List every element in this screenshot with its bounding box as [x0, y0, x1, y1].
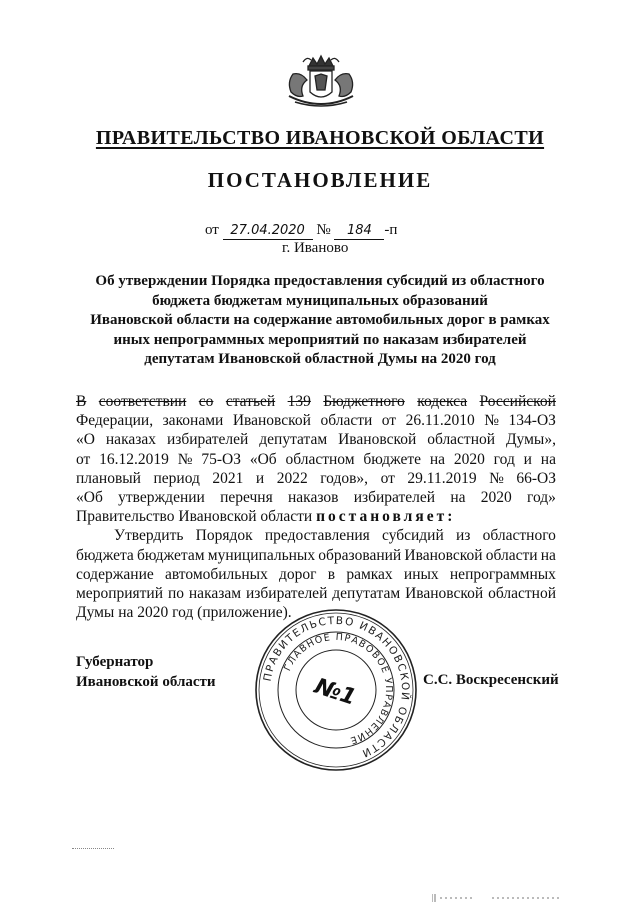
word: Федерации,	[76, 412, 154, 430]
word: избирателей	[166, 431, 249, 449]
word: депутатам	[332, 584, 401, 602]
word: со	[198, 393, 214, 410]
word: предоставления	[264, 527, 370, 545]
word: кодекса	[417, 393, 468, 410]
word: в	[327, 565, 336, 583]
word: образований	[318, 546, 402, 564]
subject-line: Ивановской области на содержание автомобильных дорог в рамках	[90, 312, 550, 328]
word: мероприятий	[76, 584, 164, 602]
word: статьей	[225, 393, 276, 410]
word: и	[255, 469, 265, 487]
document-type-heading: ПОСТАНОВЛЕНИЕ	[207, 168, 433, 192]
word: №	[177, 450, 193, 468]
word: областном	[285, 450, 355, 468]
signer-title-line: Ивановской области	[76, 674, 216, 690]
seal-outer-text: ПРАВИТЕЛЬСТВО ИВАНОВСКОЙ ОБЛАСТИ	[261, 614, 412, 760]
word: и	[523, 450, 532, 468]
word: бюджета	[76, 546, 134, 564]
subject-line: бюджета бюджетам муниципальных образований	[152, 292, 488, 309]
word: Утвердить	[114, 527, 184, 545]
word: 26.11.2010	[405, 412, 475, 430]
seal-number: №1	[311, 674, 359, 711]
document-date-number-line	[205, 222, 397, 240]
signer-title-line: Губернатор	[76, 654, 154, 670]
word: 29.11.2019	[407, 469, 477, 487]
word: автомобильных	[164, 565, 268, 583]
word: Ивановской	[405, 584, 484, 602]
number-suffix: -п	[384, 222, 398, 238]
scan-mark	[72, 848, 114, 852]
word: от	[381, 412, 397, 430]
word: Думы»,	[505, 431, 556, 449]
scan-edge-marks	[432, 892, 562, 902]
word: «Об	[249, 450, 277, 468]
word: соответствии	[98, 393, 187, 410]
word: утверждении	[118, 488, 205, 506]
decision-line	[76, 546, 556, 565]
preamble-line	[76, 488, 556, 507]
document-city: г. Иваново	[282, 240, 349, 256]
word: дорог	[279, 565, 317, 583]
word: Российской	[479, 393, 556, 410]
word: 2021	[212, 469, 244, 487]
date-prefix: от	[205, 222, 219, 238]
word: иных	[403, 565, 439, 583]
word: областного	[482, 527, 556, 545]
official-seal-stamp	[253, 607, 419, 773]
subject-line: Об утверждении Порядка предоставления субсидий из областного	[95, 273, 545, 289]
decision-line	[76, 584, 556, 603]
word: избирателей	[245, 584, 328, 602]
word: области	[320, 412, 373, 430]
decision-line	[76, 526, 556, 545]
seal-inner-text: ГЛАВНОЕ ПРАВОВОЕ УПРАВЛЕНИЕ	[282, 631, 395, 747]
document-number: 184	[334, 223, 384, 240]
word: субсидий	[382, 527, 444, 545]
subject-line: иных непрограммных мероприятий по наказам избирателей	[113, 331, 527, 348]
word: наказов	[287, 488, 339, 506]
word: 16.12.2019	[99, 450, 169, 468]
word: 66-ОЗ	[516, 469, 556, 487]
word: 2022	[276, 469, 308, 487]
word: муниципальных	[207, 546, 316, 564]
word: областной	[427, 431, 496, 449]
preamble-line	[76, 450, 556, 469]
word: 75-ОЗ	[201, 450, 241, 468]
word: от	[380, 469, 395, 487]
word: годов»,	[320, 469, 369, 487]
resolve-line	[76, 507, 556, 526]
word: Бюджетного	[323, 393, 405, 410]
word: на	[540, 546, 556, 564]
word: «О	[76, 431, 95, 449]
word: от	[76, 450, 91, 468]
word: на	[540, 450, 556, 468]
coat-of-arms-icon	[281, 52, 361, 110]
decision-line	[76, 565, 556, 584]
word: 139	[287, 393, 311, 410]
signer-title	[76, 652, 216, 692]
document-date: 27.04.2020	[223, 223, 313, 240]
decision-line: Думы на 2020 год (приложение).	[76, 604, 292, 622]
preamble-line	[76, 411, 556, 430]
word: на	[429, 450, 446, 468]
preamble-line	[76, 392, 556, 411]
word: Ивановской	[404, 546, 483, 564]
resolve-word: постановляет:	[316, 508, 456, 526]
word: законами	[162, 412, 224, 430]
preamble-line	[76, 469, 556, 488]
document-subject	[60, 272, 580, 370]
word: «Об	[76, 488, 103, 506]
word: депутатам	[259, 431, 328, 449]
word: 134-ОЗ	[508, 412, 556, 430]
word: по	[167, 584, 184, 602]
word: перечня	[220, 488, 273, 506]
resolve-prefix: Правительство Ивановской области	[76, 508, 313, 526]
word: областной	[488, 584, 556, 602]
preamble-line	[76, 430, 556, 449]
word: 2020	[480, 488, 512, 506]
number-prefix: №	[316, 222, 331, 238]
word: наказам	[188, 584, 242, 602]
word: рамках	[346, 565, 393, 583]
word: Порядок	[195, 527, 253, 545]
word: В	[76, 393, 87, 410]
subject-line: депутатам Ивановской областной Думы на 2020 год	[144, 351, 496, 367]
word: год	[493, 450, 515, 468]
word: №	[489, 469, 504, 487]
word: наказах	[105, 431, 156, 449]
word: период	[153, 469, 200, 487]
word: на	[450, 488, 466, 506]
signer-name: С.С. Воскресенский	[423, 672, 559, 688]
word: содержание	[76, 565, 154, 583]
word: непрограммных	[449, 565, 556, 583]
word: Ивановской	[232, 412, 311, 430]
word: бюджете	[363, 450, 421, 468]
document-body	[76, 392, 556, 622]
word: избирателей	[353, 488, 436, 506]
word: 2020	[453, 450, 485, 468]
word: №	[484, 412, 500, 430]
word: Ивановской	[338, 431, 417, 449]
organization-title: ПРАВИТЕЛЬСТВО ИВАНОВСКОЙ ОБЛАСТИ	[95, 127, 545, 149]
word: области	[485, 546, 538, 564]
word: плановый	[76, 469, 141, 487]
word: год»	[527, 488, 556, 506]
word: из	[456, 527, 471, 545]
word: бюджетам	[136, 546, 205, 564]
